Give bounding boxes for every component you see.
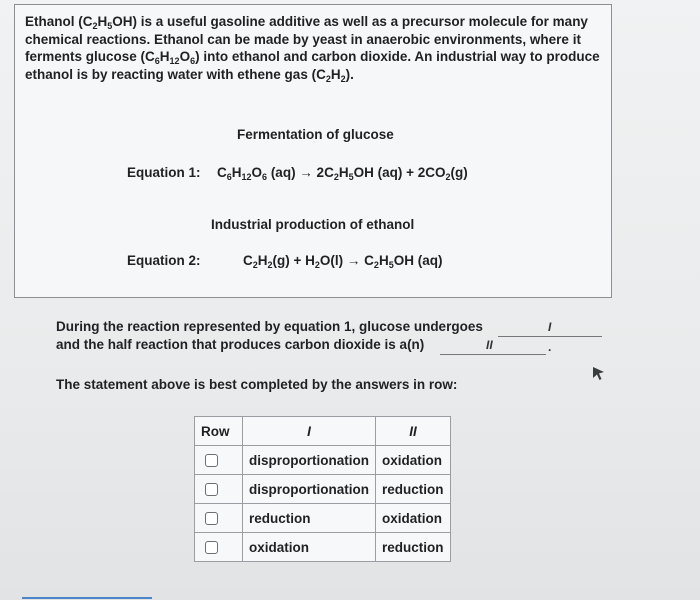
header-i: I bbox=[243, 417, 376, 446]
question-period: . bbox=[548, 340, 552, 354]
cell-i: disproportionation bbox=[243, 475, 376, 504]
table-row[interactable] bbox=[195, 504, 451, 533]
row-radio-cell[interactable] bbox=[195, 504, 243, 533]
row-radio-cell[interactable] bbox=[195, 446, 243, 475]
row-radio-cell[interactable] bbox=[195, 475, 243, 504]
cell-i: reduction bbox=[243, 504, 376, 533]
radio-button[interactable] bbox=[205, 483, 218, 496]
radio-button[interactable] bbox=[205, 454, 218, 467]
cell-ii: reduction bbox=[375, 533, 450, 562]
cell-ii: reduction bbox=[375, 475, 450, 504]
header-row: Row bbox=[195, 417, 243, 446]
cell-i: oxidation bbox=[243, 533, 376, 562]
header-ii: II bbox=[375, 417, 450, 446]
fermentation-heading: Fermentation of glucose bbox=[237, 127, 394, 142]
bottom-divider bbox=[22, 597, 152, 599]
table-row[interactable] bbox=[195, 533, 451, 562]
table-row[interactable] bbox=[195, 475, 451, 504]
radio-button[interactable] bbox=[205, 512, 218, 525]
table-row[interactable] bbox=[195, 446, 451, 475]
question-line-2: and the half reaction that produces carbon dioxide is a(n) bbox=[56, 337, 425, 352]
equation-2-label: Equation 2: bbox=[127, 253, 201, 268]
table-header-row bbox=[195, 417, 451, 446]
blank-i-label: I bbox=[548, 320, 552, 334]
question-line-1: During the reaction represented by equation 1, glucose undergoes bbox=[56, 319, 483, 334]
equation-1: $C_6H_{12}O_6$ $(aq) \to 2C_2H_5OH$ $(aq) + 2CO_2(g)$ bbox=[217, 165, 468, 182]
intro-paragraph: Ethanol $(C_2H_5OH)$ is a useful gasoline additive as well as a precursor molecule for many chemical reactions. Ethanol can be made by yeast in anaerobic environments, where it ferments glucose $(C_6H_{12}O_6)$ into ethanol and carbon dioxide. An industrial way to produce ethanol is by reacting water with ethene gas $(C_2H_2)$. bbox=[25, 14, 600, 84]
cell-ii: oxidation bbox=[375, 446, 450, 475]
cell-i: disproportionation bbox=[243, 446, 376, 475]
blank-i-line bbox=[498, 336, 602, 337]
mouse-cursor-icon bbox=[592, 366, 606, 382]
problem-statement-box bbox=[14, 4, 612, 298]
statement-text: The statement above is best completed by the answers in row: bbox=[56, 377, 458, 392]
blank-ii-label: II bbox=[486, 338, 493, 352]
question-text bbox=[56, 318, 483, 354]
equation-2: $C_2H_2(g) + H_2O(l) \to C_2H_5OH$ (aq) bbox=[243, 253, 443, 270]
cell-ii: oxidation bbox=[375, 504, 450, 533]
answer-table bbox=[194, 416, 451, 562]
radio-button[interactable] bbox=[205, 541, 218, 554]
row-radio-cell[interactable] bbox=[195, 533, 243, 562]
blank-ii-line bbox=[440, 354, 546, 355]
equation-1-label: Equation 1: bbox=[127, 165, 201, 180]
industrial-heading: Industrial production of ethanol bbox=[211, 217, 415, 232]
